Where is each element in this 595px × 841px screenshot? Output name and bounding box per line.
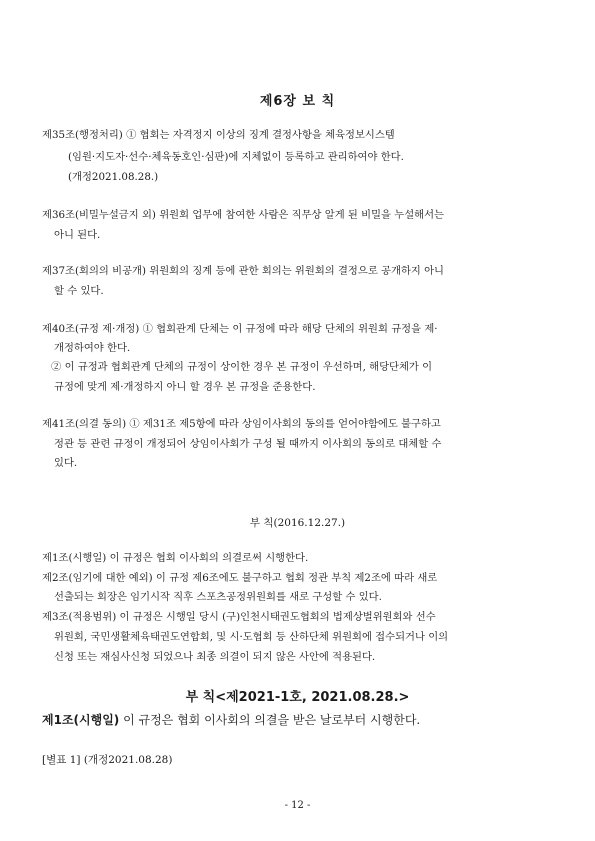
article-41-line-1: 제41조(의결 동의) ① 제31조 제5항에 따라 상임이사회의 동의를 얻어야함에도 불구하고 (42, 418, 441, 430)
article-40-line-3: ② 이 규정과 협회관계 단체의 규정이 상이한 경우 본 규정이 우선하며, 해당단체가 이 (51, 361, 433, 373)
article-40-line-2: 개정하여야 한다. (54, 342, 131, 354)
annex-reference: [별표 1] (개정2021.08.28) (42, 754, 173, 766)
page-number: - 12 - (284, 800, 311, 811)
addendum-2016-line-5: 위원회, 국민생활체육태권도연합회, 및 시·도협회 등 산하단체 위원회에 접수되거나 이의 (54, 631, 449, 643)
addendum-2016-line-2: 제2조(임기에 대한 예외) 이 규정 제6조에도 불구하고 협회 정관 부칙 제2조에 따라 새로 (42, 572, 438, 584)
article-41-line-3: 있다. (54, 457, 78, 469)
article-40-line-1: 제40조(규정 제·개정) ① 협회관계 단체는 이 규정에 따라 해당 단체의 위원회 규정을 제· (42, 323, 438, 335)
article-41-line-2: 정관 등 관련 규정이 개정되어 상임이사회가 구성 될 때까지 이사회의 동의로 대체할 수 (54, 438, 442, 450)
addendum-2016-line-4: 제3조(적용범위) 이 규정은 시행일 당시 (구)인천시태권도협회의 법제상벌위원회와 선수 (42, 611, 436, 623)
article-35-line-3: (개정2021.08.28.) (68, 171, 159, 183)
chapter-title: 제6장 보 칙 (259, 94, 336, 109)
article-35-line-1: 제35조(행정처리) ① 협회는 자격정지 이상의 징계 결정사항을 체육정보시스템 (42, 129, 395, 141)
article-36-line-2: 아니 된다. (54, 229, 101, 241)
addendum-2016-line-6: 신청 또는 재심사신청 되었으나 최종 의결이 되지 않은 사안에 적용된다. (54, 651, 376, 663)
article-36-line-1: 제36조(비밀누설금지 외) 위원회 업무에 참여한 사람은 직무상 알게 된 비밀을 누설해서는 (42, 209, 445, 221)
addendum-2016-line-3: 선출되는 회장은 임기시작 직후 스포츠공정위원회를 새로 구성할 수 있다. (54, 591, 382, 603)
article-35-line-2: (임원·지도자·선수·체육동호인·심판)에 지체없이 등록하고 관리하여야 한다. (68, 151, 404, 163)
article-37-line-2: 할 수 있다. (54, 285, 104, 297)
addendum-2021-article (42, 711, 420, 728)
addendum-2021-title: 부 칙<제2021-1호, 2021.08.28.> (185, 690, 410, 705)
addendum-2016-title: 부 칙(2016.12.27.) (249, 517, 346, 529)
article-40-line-4: 규정에 맞게 제·개정하지 아니 할 경우 본 규정을 준용한다. (54, 381, 316, 393)
addendum-2021-article-label: 제1조(시행일) (42, 713, 120, 727)
addendum-2021-article-text: 이 규정은 협회 이사회의 의결을 받은 날로부터 시행한다. (119, 713, 421, 727)
article-37-line-1: 제37조(회의의 비공개) 위원회의 징계 등에 관한 회의는 위원회의 결정으로 공개하지 아니 (42, 265, 445, 277)
addendum-2016-line-1: 제1조(시행일) 이 규정은 협회 이사회의 의결로써 시행한다. (42, 552, 309, 564)
